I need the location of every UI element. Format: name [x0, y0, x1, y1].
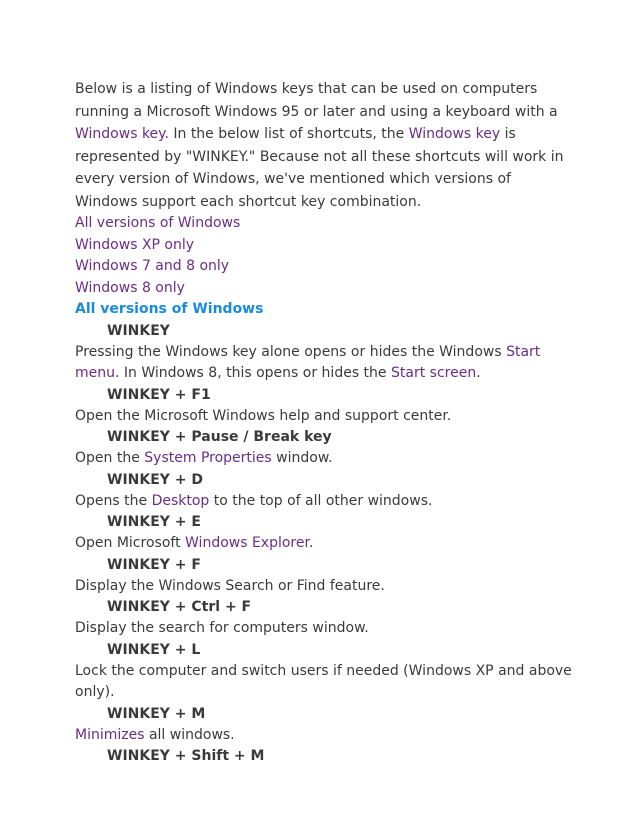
windows-key-link[interactable]: Windows key [75, 126, 165, 142]
shortcut-description [75, 448, 575, 470]
windows-key-link-2[interactable]: Windows key [408, 126, 501, 142]
intro-text-1: Below is a listing of Windows keys that can be used on computers running a Microsoft Windows 95 or later and using a keyboard with a [75, 81, 558, 120]
desc-text: Open Microsoft [75, 535, 186, 551]
document-page [75, 78, 575, 767]
desc-text: Display the Windows Search or Find feature. [75, 577, 385, 594]
intro-text-3: is represented by "WINKEY." Because not all these shortcuts will work in every version of Windows, we've mentioned which versions of Windows support each shortcut key combination. [75, 126, 564, 210]
table-of-contents [75, 213, 575, 299]
desc-text: . [476, 365, 481, 381]
desc-text: Pressing the Windows key alone opens or hides the Windows [75, 343, 507, 360]
shortcut-key: WINKEY + Shift + M [107, 748, 265, 764]
shortcut-key: WINKEY + Ctrl + F [107, 599, 252, 615]
desktop-link[interactable]: Desktop [151, 492, 210, 509]
shortcut-description [75, 533, 575, 555]
windows-explorer-link[interactable]: Windows Explorer [185, 535, 309, 551]
desc-text: . In Windows 8, this opens or hides the [115, 365, 391, 381]
shortcut-description [75, 342, 575, 385]
shortcut-description [75, 661, 575, 704]
shortcut-key: WINKEY + Pause / Break key [107, 429, 332, 445]
desc-text: window. [271, 450, 333, 466]
shortcut-description [75, 491, 575, 513]
desc-text: all windows. [144, 726, 235, 743]
desc-text: to the top of all other windows. [209, 492, 433, 509]
shortcut-key: WINKEY + D [107, 471, 204, 488]
system-properties-link[interactable]: System Properties [144, 450, 272, 466]
toc-xp-only-link[interactable]: Windows XP only [75, 236, 195, 253]
shortcut-key: WINKEY + L [107, 641, 201, 658]
shortcut-key: WINKEY + M [107, 705, 206, 722]
desc-text: Opens the [75, 492, 152, 509]
intro-paragraph [75, 78, 575, 213]
minimizes-link[interactable]: Minimizes [75, 726, 145, 743]
shortcut-key: WINKEY + F1 [107, 386, 211, 403]
desc-text: Open the Microsoft Windows help and support center. [75, 407, 452, 424]
shortcut-key: WINKEY + E [107, 514, 201, 530]
start-menu-link[interactable]: Start menu [75, 343, 541, 381]
desc-text: Display the search for computers window. [75, 620, 369, 636]
intro-text-2: . In the below list of shortcuts, the [164, 126, 409, 142]
desc-text: Lock the computer and switch users if needed (Windows XP and above only). [75, 662, 572, 700]
toc-all-versions-link[interactable]: All versions of Windows [75, 215, 241, 231]
shortcut-key: WINKEY [107, 322, 170, 339]
shortcut-description [75, 618, 575, 640]
toc-8-only-link[interactable]: Windows 8 only [75, 279, 185, 296]
toc-7-and-8-link[interactable]: Windows 7 and 8 only [75, 258, 230, 274]
shortcut-description [75, 406, 575, 428]
desc-text: Open the [75, 450, 145, 466]
shortcut-description [75, 725, 575, 747]
start-screen-link[interactable]: Start screen [391, 365, 477, 381]
section-heading-all-versions: All versions of Windows [75, 301, 264, 317]
desc-text: . [308, 535, 314, 551]
shortcut-description [75, 576, 575, 598]
shortcut-key: WINKEY + F [107, 556, 201, 573]
